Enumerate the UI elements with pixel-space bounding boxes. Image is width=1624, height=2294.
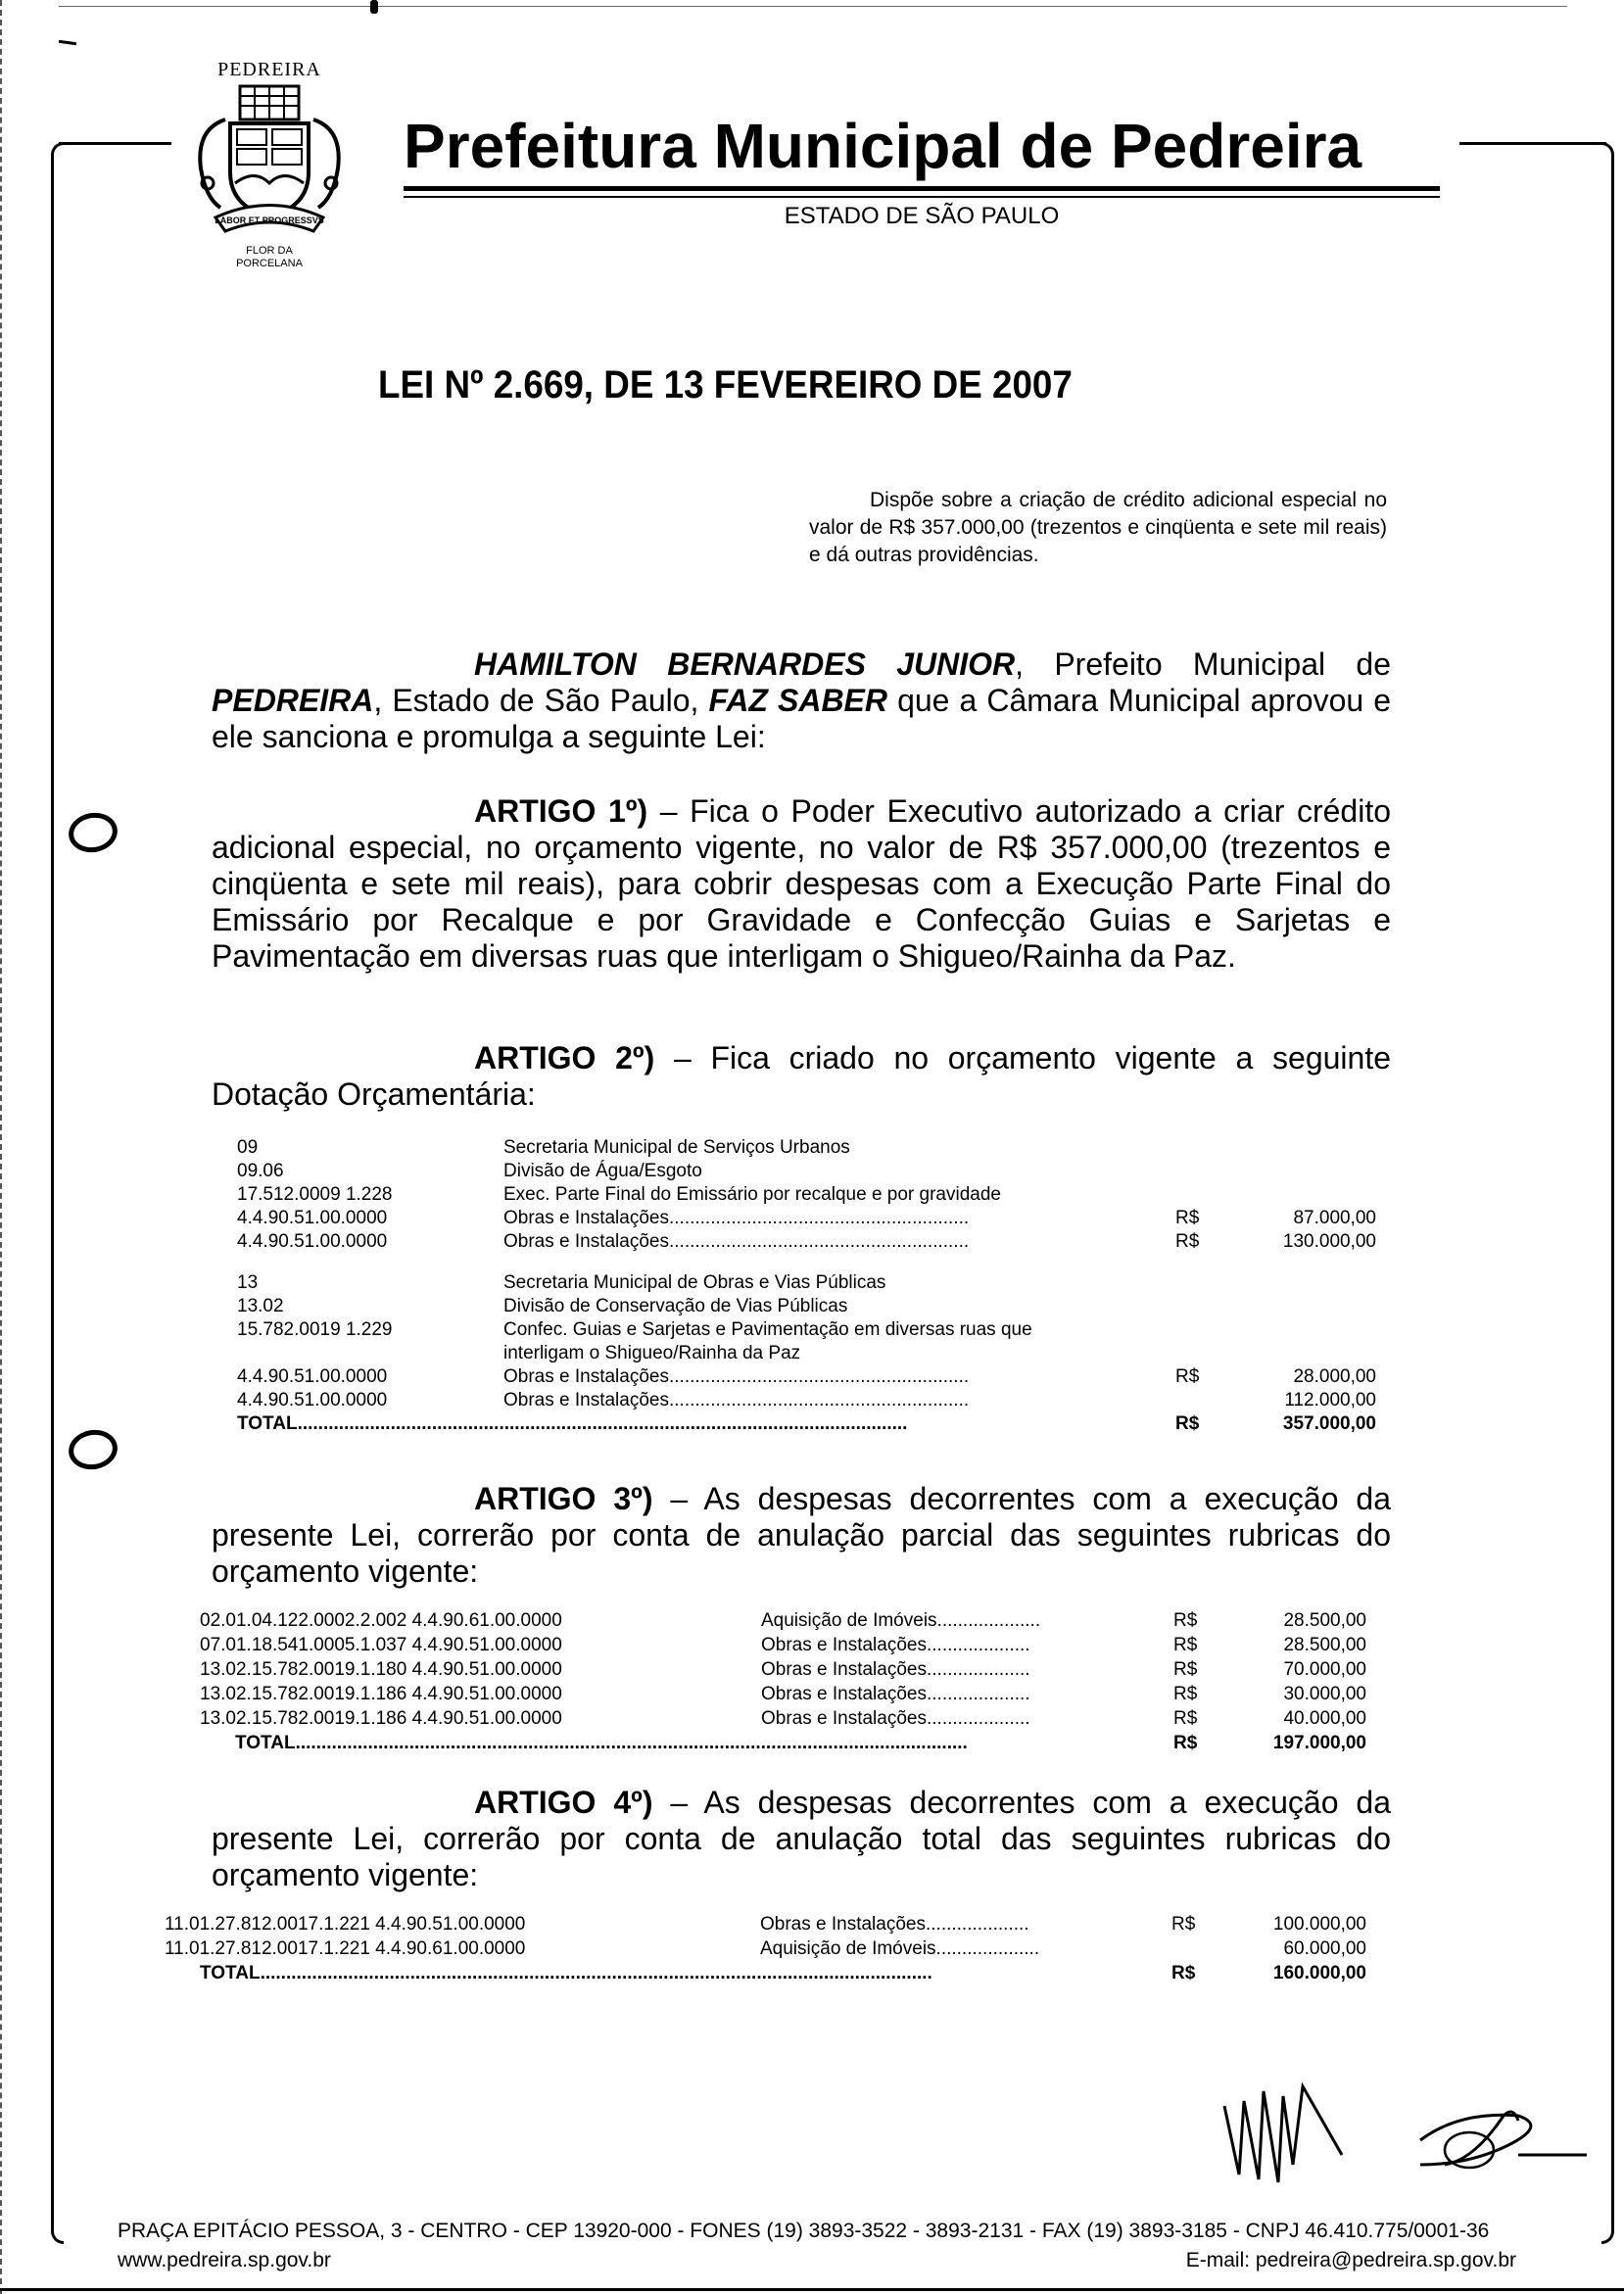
article-text: – As despesas decorrentes com a execução da presente Lei, correrão por conta de anulação total das seguintes rubricas do orçamento vigente: xyxy=(212,1785,1392,1892)
amount-value: 100.000,00 xyxy=(1272,1914,1366,1935)
currency-label: R$ xyxy=(1171,1963,1196,1983)
budget-description: Obras e Instalações.................... xyxy=(761,1659,1030,1680)
budget-description: Obras e Instalações.......................................................... xyxy=(503,1390,970,1410)
punch-hole-icon xyxy=(66,1426,120,1473)
scan-top-line xyxy=(59,6,1567,7)
budget-code: 15.782.0019 1.229 xyxy=(237,1319,393,1340)
table-total-row xyxy=(237,1412,1412,1436)
table-row xyxy=(237,1389,1412,1412)
scan-edge xyxy=(0,0,2,2294)
law-summary: Dispõe sobre a criação de crédito adicional especial no valor de R$ 357.000,00 (trezentos e cinqüenta e sete mil reais) e dá outras providências. xyxy=(809,489,1387,566)
intro-text: , Prefeito Municipal de xyxy=(1015,646,1391,682)
table-row xyxy=(237,1342,1412,1365)
amount-value: 87.000,00 xyxy=(1293,1208,1376,1228)
article-text: – Fica criado no orçamento vigente a seguinte Dotação Orçamentária: xyxy=(212,1040,1392,1112)
budget-code: 13.02.15.782.0019.1.186 4.4.90.51.00.0000 xyxy=(200,1684,562,1704)
punch-hole-icon xyxy=(66,809,120,856)
page-frame-left xyxy=(51,142,64,2244)
amount-value: 130.000,00 xyxy=(1282,1231,1376,1252)
budget-description: Divisão de Conservação de Vias Públicas xyxy=(503,1296,848,1316)
table-row xyxy=(237,1295,1412,1318)
table-row xyxy=(237,1160,1412,1183)
budget-code: 09.06 xyxy=(237,1161,284,1181)
signatures-icon xyxy=(1195,2057,1587,2194)
scan-mark xyxy=(59,40,76,45)
budget-code: 4.4.90.51.00.0000 xyxy=(237,1231,388,1252)
footer-email-link[interactable]: E-mail: pedreira@pedreira.sp.gov.br xyxy=(1185,2249,1516,2271)
budget-code: 17.512.0009 1.228 xyxy=(237,1184,393,1205)
budget-code: 4.4.90.51.00.0000 xyxy=(237,1208,388,1228)
budget-description: interligam o Shigueo/Rainha da Paz xyxy=(503,1343,801,1363)
total-amount: 160.000,00 xyxy=(1272,1963,1366,1983)
amount-value: 40.000,00 xyxy=(1283,1708,1366,1729)
currency-label: R$ xyxy=(1173,1708,1198,1729)
currency-label: R$ xyxy=(1175,1366,1200,1387)
table-row xyxy=(200,1658,1395,1682)
budget-code: 07.01.18.541.0005.1.037 4.4.90.51.00.0000 xyxy=(200,1635,562,1655)
amount-value: 30.000,00 xyxy=(1283,1684,1366,1704)
article-4 xyxy=(212,1785,1391,1893)
total-label: TOTAL.................................................................................................................................. xyxy=(235,1733,968,1753)
footer-address: PRAÇA EPITÁCIO PESSOA, 3 - CENTRO - CEP 13920-000 - FONES (19) 3893-3522 - 3893-2131 - FAX (19) 3893-3185 - CNPJ 46.410.775/0001-36 xyxy=(118,2220,1490,2242)
title-rule xyxy=(404,196,1440,198)
budget-code: 11.01.27.812.0017.1.221 4.4.90.61.00.0000 xyxy=(165,1938,526,1959)
currency-label: R$ xyxy=(1173,1733,1198,1753)
total-label: TOTAL...................................................................................................................... xyxy=(237,1413,908,1434)
mayor-name: HAMILTON BERNARDES JUNIOR xyxy=(474,646,1016,682)
budget-code: 4.4.90.51.00.0000 xyxy=(237,1366,388,1387)
page-frame-right xyxy=(1601,142,1614,2244)
table-row xyxy=(237,1230,1412,1254)
article-text: – Fica o Poder Executivo autorizado a criar crédito adicional especial, no orçamento vigente, no valor de R$ 357.000,00 (trezentos e cinqüenta e sete mil reais), para cobrir despesas com a Execução Parte Final do Emissário por Recalque e por Gravidade e Confecção Guias e Sarjetas e Pavimentação em diversas ruas que interligam o Shigueo/Rainha da Paz. xyxy=(212,793,1392,974)
total-amount: 197.000,00 xyxy=(1272,1733,1366,1753)
table-row xyxy=(165,1937,1399,1961)
budget-description: Obras e Instalações.................... xyxy=(760,1914,1029,1935)
amount-value: 28.000,00 xyxy=(1293,1366,1376,1387)
svg-text:LABOR ET PROGRESSVS: LABOR ET PROGRESSVS xyxy=(215,215,324,225)
intro-text: , Estado de São Paulo, xyxy=(373,683,709,718)
budget-description: Obras e Instalações.................... xyxy=(761,1635,1030,1655)
budget-code: 13.02.15.782.0019.1.186 4.4.90.51.00.0000 xyxy=(200,1708,562,1729)
city-name: PEDREIRA xyxy=(212,683,374,718)
budget-code: 09 xyxy=(237,1137,259,1158)
amount-value: 112.000,00 xyxy=(1284,1390,1376,1410)
article-1 xyxy=(212,793,1391,975)
budget-description: Secretaria Municipal de Serviços Urbanos xyxy=(503,1137,850,1158)
amount-value: 70.000,00 xyxy=(1283,1659,1366,1680)
total-amount: 357.000,00 xyxy=(1282,1413,1376,1434)
budget-description: Exec. Parte Final do Emissário por recalque e por gravidade xyxy=(503,1184,1001,1205)
faz-saber: FAZ SABER xyxy=(708,683,888,718)
amount-value: 28.500,00 xyxy=(1283,1610,1366,1631)
article-text: – As despesas decorrentes com a execução da presente Lei, correrão por conta de anulação parcial das seguintes rubricas do orçamento vigente: xyxy=(212,1481,1392,1589)
budget-code: 13.02 xyxy=(237,1296,284,1316)
table-total-row xyxy=(200,1732,1395,1755)
table-row xyxy=(237,1318,1412,1342)
budget-code: 4.4.90.51.00.0000 xyxy=(237,1390,388,1410)
intro-paragraph xyxy=(212,646,1391,755)
amount-value: 60.000,00 xyxy=(1283,1938,1366,1959)
currency-label: R$ xyxy=(1173,1659,1198,1680)
law-title: LEI Nº 2.669, DE 13 FEVEREIRO DE 2007 xyxy=(378,363,1073,406)
page-title: Prefeitura Municipal de Pedreira xyxy=(404,111,1362,181)
budget-description: Aquisição de Imóveis.................... xyxy=(760,1938,1040,1959)
currency-label: R$ xyxy=(1173,1684,1198,1704)
table-row xyxy=(237,1207,1412,1230)
coat-of-arms-icon xyxy=(176,80,362,247)
budget-description: Obras e Instalações.......................................................... xyxy=(503,1208,970,1228)
table-row xyxy=(237,1365,1412,1389)
budget-description: Obras e Instalações.................... xyxy=(761,1684,1030,1704)
frame-top-right-line xyxy=(1459,142,1606,145)
currency-label: R$ xyxy=(1171,1914,1196,1935)
municipal-crest-logo xyxy=(176,59,362,284)
table-row xyxy=(200,1634,1395,1657)
crest-porcelana: PORCELANA xyxy=(236,258,303,269)
crest-top-text: PEDREIRA xyxy=(217,59,321,80)
frame-top-left-line xyxy=(59,142,171,145)
table-row xyxy=(237,1183,1412,1207)
budget-code: 13 xyxy=(237,1272,259,1293)
article-label: ARTIGO 2º) xyxy=(474,1040,655,1075)
table-row xyxy=(200,1609,1395,1633)
scan-bottom-edge xyxy=(0,2288,1624,2291)
budget-code: 02.01.04.122.0002.2.002 4.4.90.61.00.0000 xyxy=(200,1610,562,1631)
article-label: ARTIGO 3º) xyxy=(474,1481,653,1516)
budget-description: Secretaria Municipal de Obras e Vias Públicas xyxy=(503,1272,886,1293)
footer-website-link[interactable]: www.pedreira.sp.gov.br xyxy=(118,2249,331,2271)
article-label: ARTIGO 4º) xyxy=(474,1785,653,1820)
table-row xyxy=(200,1683,1395,1706)
crest-flor-da: FLOR DA xyxy=(246,245,293,257)
budget-code: 11.01.27.812.0017.1.221 4.4.90.51.00.0000 xyxy=(165,1914,526,1935)
currency-label: R$ xyxy=(1175,1413,1200,1434)
budget-description: Obras e Instalações.................... xyxy=(761,1708,1030,1729)
intro-text: que a Câmara Municipal aprovou e ele sanciona e promulga a seguinte Lei: xyxy=(212,683,1392,754)
budget-description: Confec. Guias e Sarjetas e Pavimentação em diversas ruas que xyxy=(503,1319,1032,1340)
amount-value: 28.500,00 xyxy=(1283,1635,1366,1655)
currency-label: R$ xyxy=(1173,1610,1198,1631)
article-label: ARTIGO 1º) xyxy=(474,793,648,829)
currency-label: R$ xyxy=(1175,1231,1200,1252)
total-label: TOTAL.................................................................................................................................. xyxy=(200,1963,932,1983)
article-3 xyxy=(212,1481,1391,1590)
budget-description: Divisão de Água/Esgoto xyxy=(503,1161,702,1181)
state-subtitle: ESTADO DE SÃO PAULO xyxy=(784,203,1060,229)
budget-description: Obras e Instalações.......................................................... xyxy=(503,1231,970,1252)
budget-description: Obras e Instalações.......................................................... xyxy=(503,1366,970,1387)
table-row xyxy=(237,1271,1412,1295)
title-rule xyxy=(404,186,1440,191)
table-total-row xyxy=(165,1962,1399,1985)
crest-bottom-text xyxy=(176,245,362,270)
table-row xyxy=(165,1913,1399,1936)
currency-label: R$ xyxy=(1173,1635,1198,1655)
budget-description: Aquisição de Imóveis.................... xyxy=(761,1610,1041,1631)
table-row xyxy=(237,1136,1412,1160)
scan-mark xyxy=(370,0,378,14)
budget-code: 13.02.15.782.0019.1.180 4.4.90.51.00.0000 xyxy=(200,1659,562,1680)
table-row xyxy=(200,1707,1395,1731)
article-2 xyxy=(212,1040,1391,1113)
currency-label: R$ xyxy=(1175,1208,1200,1228)
